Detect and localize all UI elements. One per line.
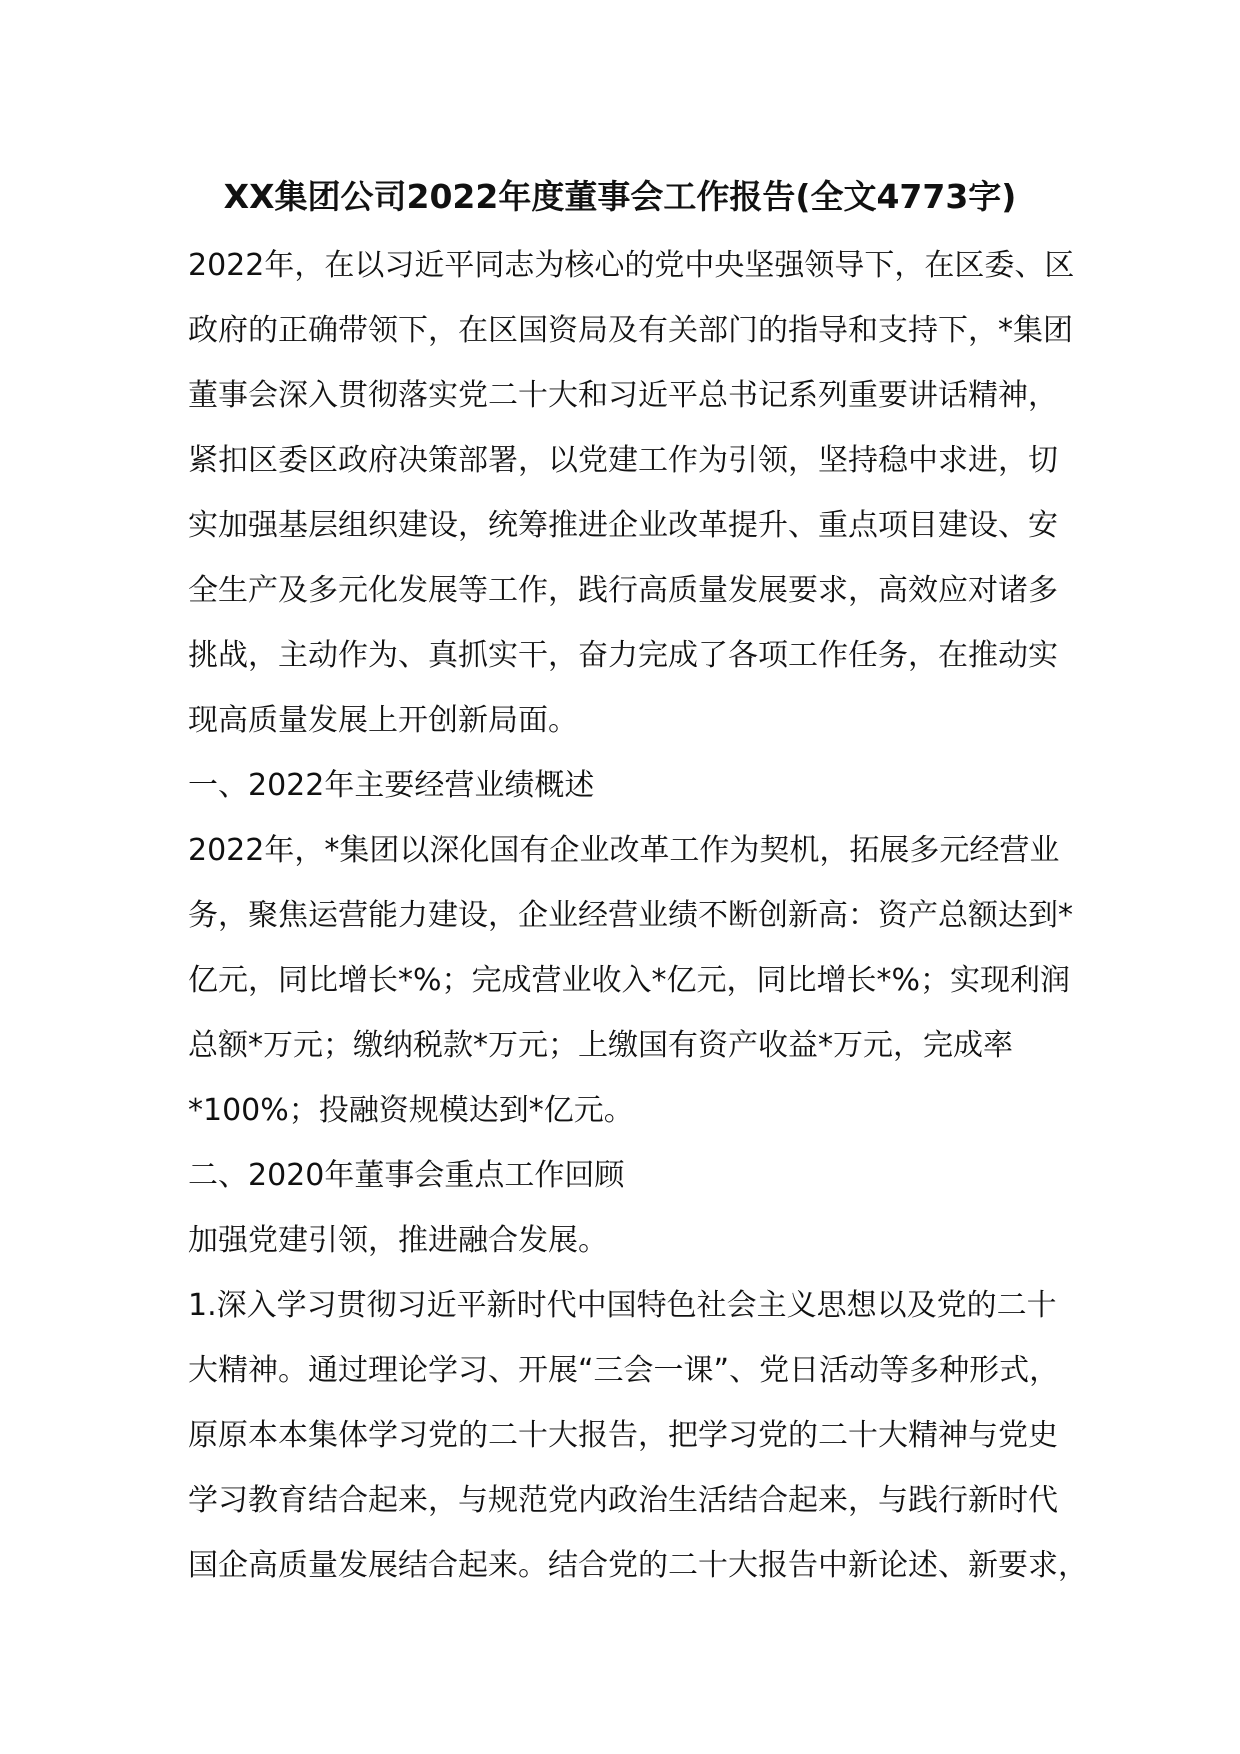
text-line: 实加强基层组织建设，统筹推进企业改革提升、重点项目建设、安	[188, 508, 1058, 543]
text-line: 挑战，主动作为、真抓实干，奋力完成了各项工作任务，在推动实	[188, 638, 1058, 673]
text-line: 现高质量发展上开创新局面。	[188, 703, 578, 738]
text-line: 2022年，*集团以深化国有企业改革工作为契机，拓展多元经营业	[188, 833, 1060, 868]
text-line: 全生产及多元化发展等工作，践行高质量发展要求，高效应对诸多	[188, 573, 1058, 608]
text-line: 加强党建引领，推进融合发展。	[188, 1223, 608, 1258]
document-body	[188, 233, 1088, 1598]
text-line: 大精神。通过理论学习、开展“三会一课”、党日活动等多种形式，	[188, 1353, 1060, 1388]
text-line: 政府的正确带领下，在区国资局及有关部门的指导和支持下，*集团	[188, 313, 1073, 348]
text-line: 董事会深入贯彻落实党二十大和习近平总书记系列重要讲话精神，	[188, 378, 1058, 413]
text-line: 亿元，同比增长*%；完成营业收入*亿元，同比增长*%；实现利润	[188, 963, 1071, 998]
text-line: *100%；投融资规模达到*亿元。	[188, 1093, 634, 1128]
text-line: 一、2022年主要经营业绩概述	[188, 768, 595, 803]
text-line: 1.深入学习贯彻习近平新时代中国特色社会主义思想以及党的二十	[188, 1288, 1057, 1323]
text-line: 国企高质量发展结合起来。结合党的二十大报告中新论述、新要求，	[188, 1548, 1088, 1583]
text-line: 2022年，在以习近平同志为核心的党中央坚强领导下，在区委、区	[188, 248, 1075, 283]
text-line: 原原本本集体学习党的二十大报告，把学习党的二十大精神与党史	[188, 1418, 1058, 1453]
text-line: 紧扣区委区政府决策部署，以党建工作为引领，坚持稳中求进，切	[188, 443, 1058, 478]
text-line: 学习教育结合起来，与规范党内政治生活结合起来，与践行新时代	[188, 1483, 1058, 1518]
text-line: 务，聚焦运营能力建设，企业经营业绩不断创新高：资产总额达到*	[188, 898, 1073, 933]
text-line: 二、2020年董事会重点工作回顾	[188, 1158, 625, 1193]
text-line: 总额*万元；缴纳税款*万元；上缴国有资产收益*万元，完成率	[188, 1028, 1013, 1063]
document-title: XX集团公司2022年度董事会工作报告(全文4773字)	[223, 177, 1017, 216]
